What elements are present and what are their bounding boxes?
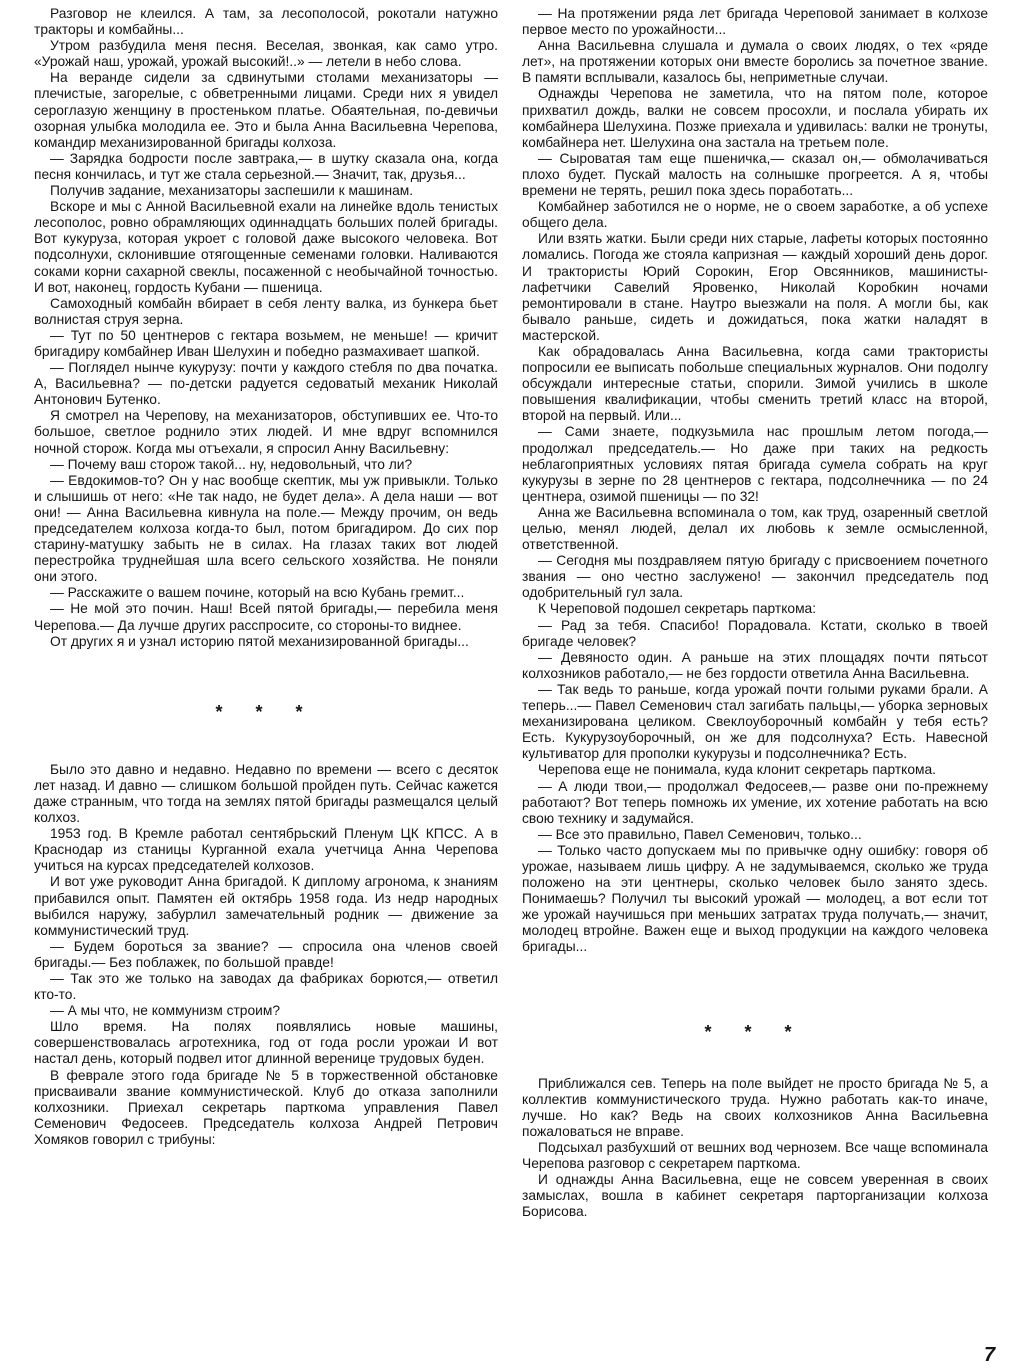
left-column [34, 6, 498, 1148]
paragraph: И вот уже руководит Анна бригадой. К диплому агронома, к знаниям прибавился опыт. Памятен ей октябрь 1958 года. Из недр народных выбился наружу, забурлил замечательный родник — движение за коммунистический труд. [34, 874, 498, 938]
paragraph: — Рад за тебя. Спасибо! Порадовала. Кстати, сколько в твоей бригаде человек? [522, 617, 988, 649]
paragraph: Черепова еще не понимала, куда клонит секретарь парткома. [538, 762, 937, 778]
section-ceremony [522, 6, 988, 956]
paragraph: — Так ведь то раньше, когда урожай почти голыми руками брали. А теперь...— Павел Семенович стал загибать пальцы,— уборка зерновых механизирована целиком. Свеклоуборочный комбайн у тебя есть? Есть. Кукурузоуборочный, он же для подсолнуха? Есть. Навесной культиватор для прополки кукурузы и подсолнечника? Есть. [522, 681, 988, 762]
paragraph: К Череповой подошел секретарь парткома: [538, 601, 817, 617]
paragraph: — Сыроватая там еще пшеничка,— сказал он,— обмолачиваться плохо будет. Пускай малость на солнышке прогреется. А я, чтобы времени не терять, решил пока здесь поработать... [522, 150, 988, 199]
paragraph: Анна Васильевна слушала и думала о своих людях, о тех «ряде лет», на протяжении которых они вместе боролись за почетное звание. В памяти всплывали, казалось бы, неприметные случаи. [522, 38, 988, 86]
paragraph: — Расскажите о вашем почине, который на всю Кубань гремит... [50, 585, 465, 601]
paragraph: От других я и узнал историю пятой механизированной бригады... [50, 633, 469, 649]
section-sowing [522, 1076, 988, 1221]
paragraph: — Девяносто один. А раньше на этих площадях почти пятьсот колхозников работало,— не без гордости ответила Анна Васильевна. [522, 649, 988, 681]
paragraph: Подсыхал разбухший от вешних вод чернозем. Все чаще вспоминала Черепова разговор с секретарем парткома. [522, 1139, 988, 1171]
page-number: 7 [984, 1344, 996, 1366]
paragraph: — Все это правильно, Павел Семенович, только... [538, 826, 862, 842]
paragraph: — А люди твои,— продолжал Федосеев,— разве они по-прежнему работают? Вот теперь помножь их умение, их хотение работать на всю свою технику и задумайся. [522, 778, 988, 826]
paragraph: Утром разбудила меня песня. Веселая, звонкая, как само утро. «Урожай наш, урожай, урожай высокий!..» — летели в небо слова. [34, 38, 498, 70]
paragraph: В феврале этого года бригаде № 5 в торжественной обстановке присваивали звание коммунистической. Клуб до отказа заполнили колхозники. Приехал секретарь парткома управления Павел Семенович Федосеев. Председатель колхоза Андрей Петрович Хомяков говорил с трибуны: [34, 1067, 498, 1147]
paragraph: Разговор не клеился. А там, за лесополосой, рокотали натужно тракторы и комбайны... [34, 6, 498, 38]
section-separator: * * * [215, 701, 317, 722]
paragraph: — Сегодня мы поздравляем пятую бригаду с присвоением почетного звания — оно честно заслужено! — закончил председатель под одобрительный гул зала. [522, 553, 988, 601]
paragraph: — Не мой это почин. Наш! Всей пятой бригады,— перебила меня Черепова.— Да лучше других расспросите, со стороны-то виднее. [34, 601, 498, 633]
paragraph: — Поглядел нынче кукурузу: почти у каждого стебля по два початка. А, Васильевна? — по-детски радуется седоватый механик Николай Антонович Бутенко. [34, 360, 498, 408]
paragraph: — Будем бороться за звание? — спросила она членов своей бригады.— Без поблажек, по большой правде! [34, 938, 498, 970]
paragraph: Я смотрел на Черепову, на механизаторов, обступивших ее. Что-то большое, светлое роднило этих людей. И мне вдруг вспомнился ночной сторож. Когда мы отъехали, я спросил Анну Васильевну: [34, 408, 498, 456]
paragraph: — Евдокимов-то? Он у нас вообще скептик, мы уж привыкли. Только и слышишь от него: «Не так надо, не будет дела». А дела наши — вот они! — Анна Васильевна кивнула на поле.— Между прочим, он ведь председателем колхоза когда-то был, потом бригадиром. До сих пор старину-матушку забыть не в силах. На глазах таких вот людей перестройка труднейшая шла всего сельского хозяйства. Не поняли они этого. [34, 472, 498, 585]
section-history [34, 762, 498, 1148]
paragraph: Было это давно и недавно. Недавно по времени — всего с десяток лет назад. И давно — слишком большой пройден путь. Сейчас кажется даже странным, что тогда на землях пятой бригады размещался целый колхоз. [34, 761, 498, 826]
paragraph: 1953 год. В Кремле работал сентябрьский Пленум ЦК КПСС. А в Краснодар из станицы Курганной ехала учетчица Анна Черепова учиться на курсах председателей колхозов. [34, 826, 498, 874]
paragraph: Получив задание, механизаторы заспешили к машинам. [50, 183, 414, 199]
paragraph: Вскоре и мы с Анной Васильевной ехали на линейке вдоль тенистых лесополос, ровно обрамляющих одиннадцать больших полей бригады. Вот кукуруза, которая укроет с головой даже высокого человека. Вот подсолнухи, склонившие отягощенные семенами головки. Наливаются соками корни сахарной свеклы, посаженной с необычайной точностью. И вот, наконец, гордость Кубани — пшеница. [34, 199, 498, 295]
paragraph: Как обрадовалась Анна Васильевна, когда сами трактористы попросили ее выписать побольше специальных журналов. Они подолгу обсуждали интересные статьи, спорили. Зимой учились в школе повышения квалификации, чтобы сменить третий класс на второй, второй на первый. Или... [522, 343, 988, 424]
section-separator: * * * [704, 1021, 806, 1042]
paragraph: — Сами знаете, подкузьмила нас прошлым летом погода,— продолжал председатель.— Но даже при таких на редкость неблагоприятных условиях пятая бригада сумела собрать на круг кукурузы в зерне по 28 центнеров с гектара, подсолнечника — по 24 центнера, озимой пшеницы — по 32! [522, 424, 988, 504]
paragraph: Однажды Черепова не заметила, что на пятом поле, которое прихватил дождь, валки не совсем просохли, и послала убирать их комбайнера Шелухина. Позже приехала и удивилась: валки не тронуты, комбайнера нет. Шелухина она застала на третьем поле. [522, 86, 988, 150]
paragraph: Приближался сев. Теперь на поле выйдет не просто бригада № 5, а коллектив коммунистического труда. Нужно работать как-то иначе, лучше. Но как? Ведь на своих колхозников Анна Васильевна пожаловаться не вправе. [522, 1075, 988, 1139]
paragraph: — Так это же только на заводах да фабриках борются,— ответил кто-то. [34, 970, 498, 1003]
right-column [522, 6, 988, 1220]
paragraph: — Почему ваш сторож такой... ну, недовольный, что ли? [50, 456, 413, 472]
section-intro [34, 6, 498, 650]
paragraph: Комбайнер заботился не о норме, не о своем заработке, а об успехе общего дела. [522, 199, 988, 231]
paragraph: Шло время. На полях появлялись новые машины, совершенствовалась агротехника, год от года росли урожаи И вот настал день, который подвел итог длинной веренице трудовых буден. [34, 1019, 498, 1067]
paragraph: На веранде сидели за сдвинутыми столами механизаторы — плечистые, загорелые, с обветренными лицами. Среди них я увидел сероглазую женщину в простеньком платье. Обаятельная, по-девичьи озорная улыбка молодила ее. Это и была Анна Васильевна Черепова, командир механизированной бригады колхоза. [34, 70, 498, 150]
paragraph: Или взять жатки. Были среди них старые, лафеты которых постоянно ломались. Погода же стояла капризная — каждый хороший день дорог. И трактористы Юрий Сорокин, Егор Овсянников, машинисты-лафетчики Савелий Яровенко, Николай Коробкин ночами ремонтировали в стане. Наутро выезжали на поля. А могли бы, как бывало раньше, сидеть и дожидаться, пока жатки наладят в мастерской. [522, 231, 988, 343]
paragraph: Самоходный комбайн вбирает в себя ленту валка, из бункера бьет волнистая струя зерна. [34, 295, 498, 327]
paragraph: — Тут по 50 центнеров с гектара возьмем, не меньше! — кричит бригадиру комбайнер Иван Шелухин и победно размахивает шапкой. [34, 327, 498, 359]
paragraph: — На протяжении ряда лет бригада Череповой занимает в колхозе первое место по урожайности... [522, 6, 988, 38]
paragraph: — Только часто допускаем мы по привычке одну ошибку: говоря об урожае, называем лишь цифру. А не задумываемся, сколько же труда положено на эти центнеры, сколько человек было занято здесь. Понимаешь? Получил ты высокий урожай — молодец, а вот если тот же урожай научишься при меньших затратах труда получать,— значит, молодец втройне. Важен еще и выход продукции на каждого человека бригады... [522, 842, 988, 955]
paragraph: — А мы что, не коммунизм строим? [50, 1003, 281, 1019]
paragraph: Анна же Васильевна вспоминала о том, как труд, озаренный светлой целью, менял людей, делал их любовь к земле осмысленной, ответственной. [522, 504, 988, 553]
paragraph: И однажды Анна Васильевна, еще не совсем уверенная в своих замыслах, вошла в кабинет секретаря парторганизации колхоза Борисова. [522, 1172, 988, 1220]
paragraph: — Зарядка бодрости после завтрака,— в шутку сказала она, когда песня кончилась, и тут же стала серьезной.— Значит, так, друзья... [34, 150, 498, 182]
